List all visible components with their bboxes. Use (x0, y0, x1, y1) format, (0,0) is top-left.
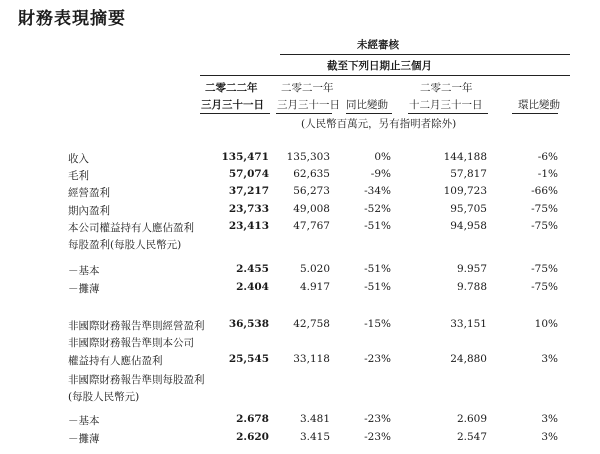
column-underline (512, 113, 558, 114)
cell-value: -75% (531, 220, 558, 232)
col1-year: 二零二二年 (205, 82, 258, 94)
row-label-gross-profit: 毛利 (68, 170, 89, 182)
cell-value: 109,723 (443, 185, 487, 197)
cell-value: -75% (531, 281, 558, 293)
cell-value: 2.620 (236, 431, 269, 443)
cell-value: 42,758 (293, 318, 330, 330)
unit-note: (人民幣百萬元，另有指明者除外) (301, 118, 457, 130)
cell-value: 25,545 (228, 353, 269, 365)
cell-value: -34% (364, 185, 391, 197)
header-divider (200, 75, 570, 76)
cell-value: -75% (531, 203, 558, 215)
cell-value: 56,273 (293, 185, 330, 197)
row-label-nonifrs-eps-unit: (每股人民幣元) (68, 391, 140, 403)
cell-value: 49,008 (293, 203, 330, 215)
row-label-eps-diluted: －攤薄 (68, 283, 100, 295)
column-underline (276, 113, 332, 114)
column-underline (408, 113, 488, 114)
cell-value: 135,471 (221, 151, 269, 163)
cell-value: 9.957 (456, 263, 487, 275)
cell-value: 23,733 (228, 203, 269, 215)
cell-value: 10% (534, 318, 558, 330)
cell-value: 57,074 (228, 168, 269, 180)
col1-date: 三月三十一日 (201, 99, 264, 111)
cell-value: 33,118 (293, 353, 330, 365)
cell-value: 0% (374, 151, 391, 163)
row-label-attributable-profit: 本公司權益持有人應佔盈利 (68, 222, 194, 234)
col3-heading: 同比變動 (346, 99, 388, 111)
cell-value: -52% (364, 203, 391, 215)
cell-value: 47,767 (293, 220, 330, 232)
cell-value: 23,413 (228, 220, 269, 232)
row-label-nonifrs-operating-profit: 非國際財務報告準則經營盈利 (68, 320, 205, 332)
cell-value: 62,635 (293, 168, 330, 180)
cell-value: -15% (364, 318, 391, 330)
cell-value: 36,538 (228, 318, 269, 330)
column-underline (200, 113, 270, 114)
cell-value: 135,303 (286, 151, 330, 163)
cell-value: 3% (541, 353, 558, 365)
cell-value: 33,151 (450, 318, 487, 330)
cell-value: -51% (364, 281, 391, 293)
period-heading: 截至下列日期止三個月 (327, 60, 432, 72)
cell-value: -23% (364, 413, 391, 425)
unaudited-heading: 未經審核 (357, 39, 399, 51)
cell-value: 3% (541, 413, 558, 425)
row-label-eps-basic: －基本 (68, 265, 100, 277)
row-label-nonifrs-eps-diluted: －攤薄 (68, 433, 100, 445)
row-label-nonifrs-attributable-line1: 非國際財務報告準則本公司 (68, 337, 194, 349)
cell-value: 3.415 (299, 431, 330, 443)
cell-value: 37,217 (228, 185, 269, 197)
row-label-period-profit: 期內盈利 (68, 205, 110, 217)
cell-value: 4.917 (299, 281, 330, 293)
column-underline (346, 113, 392, 114)
cell-value: 24,880 (450, 353, 487, 365)
row-label-revenue: 收入 (68, 153, 89, 165)
cell-value: 2.678 (236, 413, 269, 425)
cell-value: 5.020 (299, 263, 330, 275)
cell-value: 2.404 (236, 281, 269, 293)
cell-value: -51% (364, 263, 391, 275)
row-label-nonifrs-attributable-line2: 權益持有人應佔盈利 (68, 355, 163, 367)
cell-value: -51% (364, 220, 391, 232)
col4-date: 十二月三十一日 (409, 99, 483, 111)
col5-heading: 環比變動 (518, 99, 560, 111)
cell-value: 9.788 (456, 281, 487, 293)
cell-value: -9% (370, 168, 391, 180)
row-label-nonifrs-eps-basic: －基本 (68, 415, 100, 427)
cell-value: -23% (364, 431, 391, 443)
cell-value: -23% (364, 353, 391, 365)
cell-value: -75% (531, 263, 558, 275)
col2-date: 三月三十一日 (277, 99, 340, 111)
row-label-operating-profit: 經營盈利 (68, 187, 110, 199)
page-title: 財務表現摘要 (18, 9, 126, 29)
cell-value: 3% (541, 431, 558, 443)
cell-value: 2.547 (456, 431, 487, 443)
cell-value: 3.481 (299, 413, 330, 425)
cell-value: -1% (537, 168, 558, 180)
cell-value: -6% (537, 151, 558, 163)
cell-value: 95,705 (450, 203, 487, 215)
row-label-eps-heading: 每股盈利(每股人民幣元) (68, 239, 182, 251)
cell-value: -66% (531, 185, 558, 197)
row-label-nonifrs-eps-heading: 非國際財務報告準則每股盈利 (68, 374, 205, 386)
cell-value: 57,817 (450, 168, 487, 180)
header-divider (280, 54, 570, 55)
col4-year: 二零二一年 (420, 82, 473, 94)
col2-year: 二零二一年 (281, 82, 334, 94)
cell-value: 144,188 (443, 151, 487, 163)
cell-value: 2.609 (456, 413, 487, 425)
cell-value: 2.455 (236, 263, 269, 275)
cell-value: 94,958 (450, 220, 487, 232)
